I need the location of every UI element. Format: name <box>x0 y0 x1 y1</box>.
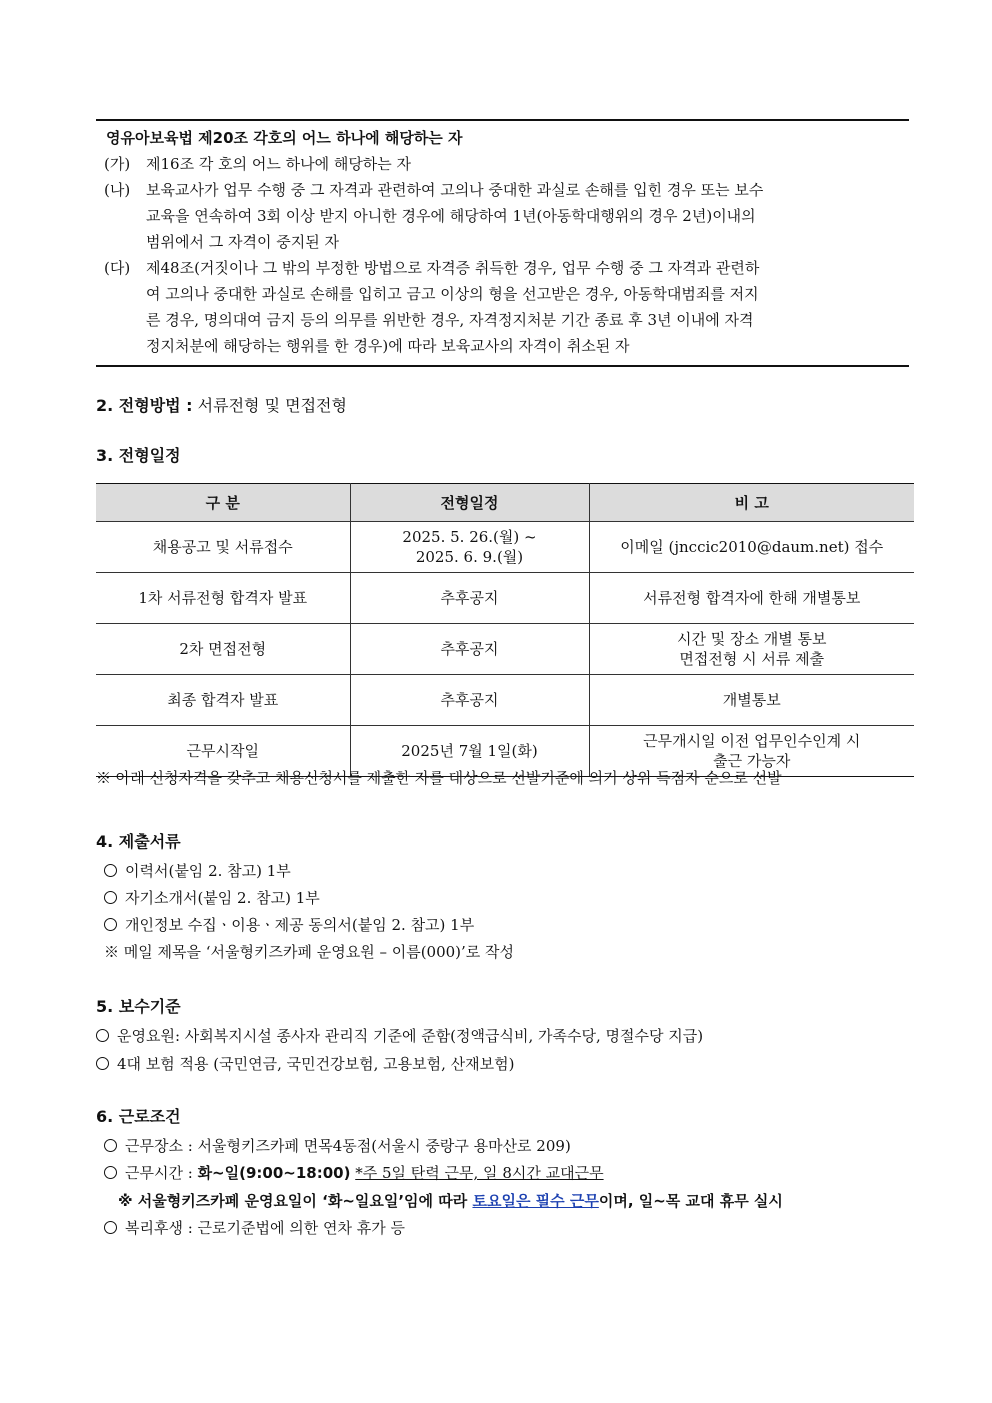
section-4-heading <box>96 831 181 853</box>
section-2 <box>96 395 347 417</box>
table-cell: 근무시작일 <box>96 726 350 777</box>
table-cell: 개별통보 <box>589 675 914 726</box>
table-cell: 채용공고 및 서류접수 <box>96 522 350 573</box>
disqualification-box <box>96 119 909 367</box>
table-cell: 1차 서류전형 합격자 발표 <box>96 573 350 624</box>
section-2-text: 서류전형 및 면접전형 <box>192 396 347 415</box>
circle-bullet-icon <box>104 891 117 904</box>
section-3-heading-text: 3. 전형일정 <box>96 446 181 465</box>
list-item <box>104 912 514 939</box>
disqualification-item <box>104 177 901 255</box>
table-cell: 2025. 5. 26.(월) ~ 2025. 6. 9.(월) <box>350 522 589 573</box>
selection-note: ※ 아래 신청자격을 갖추고 채용신청서를 제출한 자를 대상으로 선발기준에 의거 상위 득점자 순으로 선발 <box>96 769 782 787</box>
table-cell: 2차 면접전형 <box>96 624 350 675</box>
table-cell: 최종 합격자 발표 <box>96 675 350 726</box>
table-cell: 이메일 (jnccic2010@daum.net) 접수 <box>589 522 914 573</box>
item-line: 교육을 연속하여 3회 이상 받지 아니한 경우에 해당하여 1년(아동학대행위의 경우 2년)이내의 <box>146 207 756 225</box>
email-subject-note: ※ 메일 제목을 ‘서울형키즈카페 운영요원 – 이름(000)’로 작성 <box>104 943 515 961</box>
notice-part-c: 이며, 일~목 교대 휴무 실시 <box>598 1192 783 1210</box>
table-header-row <box>96 484 914 522</box>
disqualification-item <box>104 151 901 177</box>
item-line: 범위에서 그 자격이 중지된 자 <box>146 233 339 251</box>
section-4-heading-text: 4. 제출서류 <box>96 832 181 851</box>
item-line: 여 고의나 중대한 과실로 손해를 입히고 금고 이상의 형을 선고받은 경우, 아동학대범죄를 저지 <box>146 285 759 303</box>
work-hours-value: 화~일(9:00~18:00) <box>197 1164 351 1182</box>
item-line: 보육교사가 업무 수행 중 그 자격과 관련하여 고의나 중대한 과실로 손해를 입힌 경우 또는 보수 <box>146 181 764 199</box>
list-item <box>96 1050 703 1078</box>
circle-bullet-icon <box>104 864 117 877</box>
work-place-text: 근무장소 : 서울형키즈카페 면목4동점(서울시 중랑구 용마산로 209) <box>125 1137 571 1155</box>
circle-bullet-icon <box>104 1221 117 1234</box>
section-5-heading <box>96 996 181 1018</box>
item-marker: (가) <box>104 155 131 173</box>
pay-list <box>96 1022 703 1078</box>
table-cell: 서류전형 합격자에 한해 개별통보 <box>589 573 914 624</box>
column-header: 비 고 <box>589 484 914 522</box>
section-5-heading-text: 5. 보수기준 <box>96 997 181 1016</box>
disqualification-item <box>104 255 901 359</box>
operating-days-notice <box>104 1187 783 1215</box>
list-item-text: 운영요원: 사회복지시설 종사자 관리직 기준에 준함(정액급식비, 가족수당, 명절수당 지급) <box>117 1027 704 1045</box>
table-row <box>96 675 914 726</box>
list-item <box>96 1022 703 1050</box>
table-cell: 근무개시일 이전 업무인수인계 시 출근 가능자 <box>589 726 914 777</box>
item-line: 른 경우, 명의대여 금지 등의 의무를 위반한 경우, 자격정지처분 기간 종료 후 3년 이내에 자격 <box>146 311 754 329</box>
circle-bullet-icon <box>96 1057 109 1070</box>
table-cell: 시간 및 장소 개별 통보 면접전형 시 서류 제출 <box>589 624 914 675</box>
item-line: 제16조 각 호의 어느 하나에 해당하는 자 <box>146 155 412 173</box>
item-line: 정지처분에 해당하는 행위를 한 경우)에 따라 보육교사의 자격이 취소된 자 <box>146 337 630 355</box>
list-item-text: 개인정보 수집ㆍ이용ㆍ제공 동의서(붙임 2. 참고) 1부 <box>125 916 475 934</box>
work-hours-label: 근무시간 : <box>125 1164 198 1182</box>
work-hours-note: *주 5일 탄력 근무, 일 8시간 교대근무 <box>355 1164 604 1182</box>
documents-list <box>104 858 514 966</box>
list-item-text: 이력서(붙임 2. 참고) 1부 <box>125 862 291 880</box>
list-item-text: 4대 보험 적용 (국민연금, 국민건강보험, 고용보험, 산재보험) <box>117 1055 515 1073</box>
section-6-heading <box>96 1106 181 1128</box>
table-cell: 추후공지 <box>350 573 589 624</box>
section-3-heading <box>96 445 181 467</box>
table-row <box>96 573 914 624</box>
section-6-heading-text: 6. 근로조건 <box>96 1107 181 1126</box>
item-marker: (다) <box>104 259 131 277</box>
list-item <box>104 1160 783 1187</box>
item-marker: (나) <box>104 181 131 199</box>
circle-bullet-icon <box>104 1166 117 1179</box>
section-2-heading: 2. 전형방법 : <box>96 396 193 415</box>
table-row <box>96 522 914 573</box>
column-header: 구 분 <box>96 484 350 522</box>
table-cell: 추후공지 <box>350 624 589 675</box>
welfare-text: 복리후생 : 근로기준법에 의한 연차 휴가 등 <box>125 1219 405 1237</box>
list-item <box>104 1133 783 1160</box>
table-cell: 추후공지 <box>350 675 589 726</box>
schedule-table <box>96 483 914 777</box>
list-item <box>104 1215 783 1242</box>
circle-bullet-icon <box>104 918 117 931</box>
notice-part-a: ※ 서울형키즈카페 운영요일이 ‘화~일요일’임에 따라 <box>118 1192 473 1210</box>
circle-bullet-icon <box>96 1029 109 1042</box>
table-cell: 2025년 7월 1일(화) <box>350 726 589 777</box>
list-item-text: 자기소개서(붙임 2. 참고) 1부 <box>125 889 320 907</box>
disqualification-title: 영유아보육법 제20조 각호의 어느 하나에 해당하는 자 <box>106 129 463 147</box>
list-item <box>104 885 514 912</box>
list-item <box>104 858 514 885</box>
circle-bullet-icon <box>104 1139 117 1152</box>
table-row <box>96 624 914 675</box>
work-conditions-list <box>104 1133 783 1242</box>
item-line: 제48조(거짓이나 그 밖의 부정한 방법으로 자격증 취득한 경우, 업무 수행 중 그 자격과 관련하 <box>146 259 760 277</box>
notice-saturday-required: 토요일은 필수 근무 <box>472 1192 599 1210</box>
column-header: 전형일정 <box>350 484 589 522</box>
